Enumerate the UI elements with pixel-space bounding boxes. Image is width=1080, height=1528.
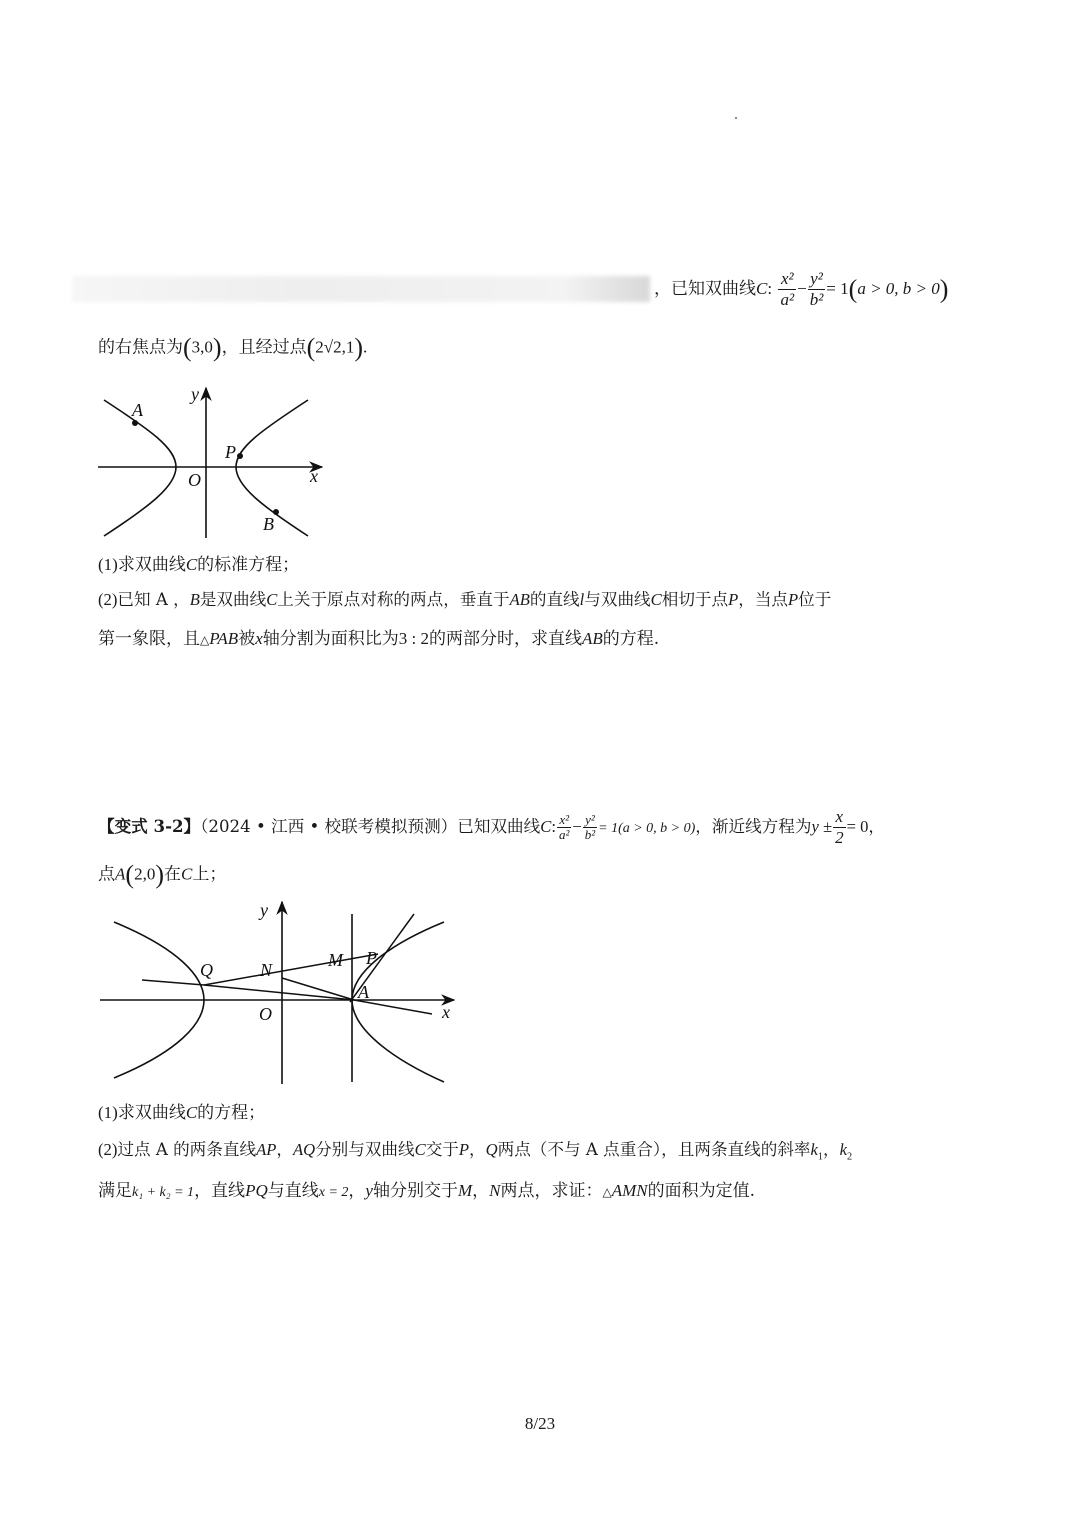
q2-line2-d: 的两部分时，求直线	[428, 629, 582, 649]
q2-AB2: AB	[581, 629, 603, 648]
curve-name: C	[756, 279, 768, 299]
asymptote-rhs: = 0	[846, 817, 869, 837]
q2-line2-f: 两点，求证：	[500, 1181, 603, 1201]
label-M: M	[328, 950, 343, 970]
problem1-q1	[98, 556, 299, 574]
minus-sign: −	[797, 279, 807, 299]
q2-k1: k	[810, 1140, 818, 1159]
variant-tag: 【变式 3-2】	[98, 816, 201, 837]
q2-P: P	[458, 1140, 470, 1159]
line-A-right	[354, 1000, 432, 1014]
problem2-q1	[98, 1104, 265, 1122]
period: .	[363, 337, 368, 357]
q2-line2-b: 被	[238, 629, 256, 649]
numerator: x	[835, 807, 844, 826]
label-y: y	[191, 384, 199, 404]
q2-P1: P	[728, 590, 739, 609]
denominator: a²	[558, 826, 570, 842]
q2-a: 过点 A 的两条直线	[117, 1140, 257, 1159]
point-coords: 2,0	[134, 864, 156, 884]
q2-text-d: 的直线	[529, 590, 580, 609]
point-A-dot	[132, 420, 138, 426]
numerator: x²	[780, 269, 794, 288]
q2-number: (2)	[98, 590, 118, 609]
triangle-symbol: △	[200, 633, 210, 647]
open-paren: (	[125, 860, 135, 889]
minus-sign: −	[572, 817, 582, 837]
q2-line2-c: 轴分割为面积比为	[262, 629, 399, 649]
q1-text-b: 的方程；	[197, 1103, 266, 1123]
curve-name: C	[540, 817, 552, 837]
label-B: B	[263, 514, 274, 534]
label-P: P	[366, 948, 377, 968]
page-number: 8/23	[524, 1414, 556, 1433]
q2-b: 分别与双曲线	[315, 1140, 415, 1159]
q1-text-a: 求双曲线	[117, 1103, 186, 1123]
open-paren: (	[848, 274, 858, 304]
q2-C1: C	[266, 590, 278, 609]
q2-k1-sub: 1	[817, 1151, 824, 1163]
left-branch	[104, 400, 176, 536]
q2-l: l	[579, 590, 585, 609]
asymptote-y: y ±	[811, 817, 833, 837]
fraction-x2-a2	[557, 813, 571, 843]
q2-line2-e: 轴分别交于	[372, 1181, 458, 1201]
label-P: P	[225, 442, 236, 462]
q1-number: (1)	[98, 555, 118, 574]
scan-dot	[735, 117, 737, 119]
q1-C: C	[185, 555, 198, 574]
q2-text-c: 上关于原点对称的两点，垂直于	[277, 590, 510, 609]
q2-sep2: ，	[469, 1140, 486, 1159]
open-paren: (	[306, 333, 316, 362]
fraction-y2-b2	[583, 813, 597, 843]
denominator: 2	[835, 827, 844, 847]
q2-text-f: 相切于点	[661, 590, 729, 609]
figure-hyperbola-2	[92, 896, 467, 1088]
q2-C2: C	[650, 590, 662, 609]
point-sqrt: √2	[323, 337, 342, 357]
problem1-line1	[654, 270, 948, 309]
q2-sep3: ，	[823, 1140, 840, 1159]
condition: a > 0, b > 0	[857, 279, 940, 299]
asymptote-text: ，渐近线方程为	[695, 817, 812, 837]
point-P-dot	[237, 453, 243, 459]
label-Q: Q	[200, 960, 213, 980]
q2-text-b: 是双曲线	[199, 590, 267, 609]
q2-C: C	[414, 1140, 426, 1159]
denominator: b²	[584, 826, 596, 842]
colon: :	[767, 279, 773, 299]
numerator: x²	[559, 811, 569, 827]
close-paren: )	[155, 860, 164, 889]
q2-PQ: PQ	[245, 1181, 268, 1200]
q2-line2-d: ，	[348, 1181, 366, 1201]
line2-c: 上；	[192, 864, 227, 885]
redacted-text-block	[72, 276, 650, 302]
line-extension	[142, 980, 204, 985]
q2-text-a: 已知 A ，	[117, 590, 190, 609]
q2-P2: P	[788, 590, 799, 609]
line2-a: 点	[98, 864, 115, 885]
q2-M: M	[457, 1181, 473, 1200]
q2-k2-sub: 2	[847, 1151, 853, 1163]
triangle-AMN: AMN	[611, 1181, 648, 1200]
numerator: y²	[810, 269, 823, 288]
q2-line2-a: 满足	[98, 1181, 132, 1201]
label-x: x	[310, 466, 318, 486]
point-a: 2	[315, 337, 324, 357]
line2-b: 在	[163, 864, 181, 885]
fraction-x-2	[833, 808, 846, 847]
q2-slope-sum: k₁ + k₂ = 1	[132, 1185, 195, 1200]
q2-line2-a: 第一象限，且	[98, 629, 200, 649]
q2-Q: Q	[485, 1140, 498, 1159]
q2-k2: k	[839, 1140, 848, 1159]
point-b: ,1	[341, 337, 355, 357]
open-paren: (	[183, 333, 192, 362]
label-N: N	[260, 960, 273, 980]
intro: 已知双曲线	[457, 817, 541, 837]
close-paren: )	[354, 333, 364, 362]
label-A: A	[132, 400, 143, 420]
label-O: O	[259, 1004, 272, 1024]
problem1-intro-tail: ，已知双曲线	[654, 279, 756, 300]
focus-coords: 3,0	[191, 337, 213, 357]
passes-text: ，且经过点	[221, 337, 307, 358]
label-A: A	[358, 982, 369, 1002]
label-x: x	[442, 1002, 450, 1022]
point-A: A	[115, 864, 126, 884]
q2-line2-c: 与直线	[267, 1181, 319, 1201]
q2-line2-g: 的面积为定值.	[647, 1181, 755, 1201]
x-axis-var: x	[255, 629, 263, 648]
problem1-q2-line1	[98, 592, 831, 609]
q2-B: B	[189, 590, 200, 609]
problem1-line2	[98, 335, 367, 361]
q2-sep4: ，	[472, 1181, 490, 1201]
label-O: O	[188, 470, 201, 490]
source: （2024 • 江西 • 校联考模拟预测）	[200, 817, 458, 837]
problem2-line2	[98, 862, 226, 888]
q2-number: (2)	[98, 1140, 118, 1159]
triangle-PAB: PAB	[209, 629, 239, 648]
q2-d: 两点（不与 A 点重合），且两条直线的斜率	[497, 1140, 811, 1159]
q2-c: 交于	[425, 1140, 459, 1159]
label-y: y	[260, 900, 268, 920]
q2-text-g: ，当点	[738, 590, 789, 609]
line2-C: C	[180, 864, 193, 884]
q2-y: y	[365, 1181, 373, 1200]
denominator: b²	[809, 289, 824, 309]
triangle-symbol: △	[602, 1185, 612, 1199]
figure-hyperbola-1	[90, 378, 340, 550]
equation-rhs: = 1(a > 0, b > 0)	[598, 821, 696, 837]
q2-text-h: 位于	[798, 590, 832, 609]
equation-rhs: = 1	[826, 279, 849, 299]
q2-x-equals-2: x = 2	[318, 1185, 349, 1200]
fraction-y2-b2	[808, 270, 826, 309]
q2-N: N	[489, 1181, 501, 1200]
q2-line2-e: 的方程.	[602, 629, 660, 649]
fraction-x2-a2	[778, 270, 796, 309]
q2-AB1: AB	[509, 590, 530, 609]
q2-text-e: 与双曲线	[584, 590, 651, 609]
denominator: a²	[780, 289, 795, 309]
asymptote-end: ，	[868, 817, 885, 837]
q2-AP: AP	[256, 1140, 277, 1159]
q1-text-b: 的标准方程；	[197, 555, 300, 575]
problem1-q2-line2	[98, 630, 659, 648]
close-paren: )	[939, 274, 949, 304]
problem2-line1	[98, 808, 885, 847]
numerator: y²	[585, 811, 595, 827]
colon: :	[551, 817, 556, 837]
q2-line2-b: ，直线	[194, 1181, 246, 1201]
q1-C: C	[185, 1103, 198, 1122]
problem2-q2-line1	[98, 1142, 852, 1163]
q1-number: (1)	[98, 1103, 118, 1122]
area-ratio: 3 : 2	[398, 629, 429, 648]
q2-AQ: AQ	[292, 1140, 316, 1159]
q2-sep1: ，	[276, 1140, 293, 1159]
focus-text: 的右焦点为	[98, 337, 183, 358]
q1-text-a: 求双曲线	[117, 555, 186, 575]
close-paren: )	[212, 333, 222, 362]
problem2-q2-line2	[98, 1182, 755, 1200]
